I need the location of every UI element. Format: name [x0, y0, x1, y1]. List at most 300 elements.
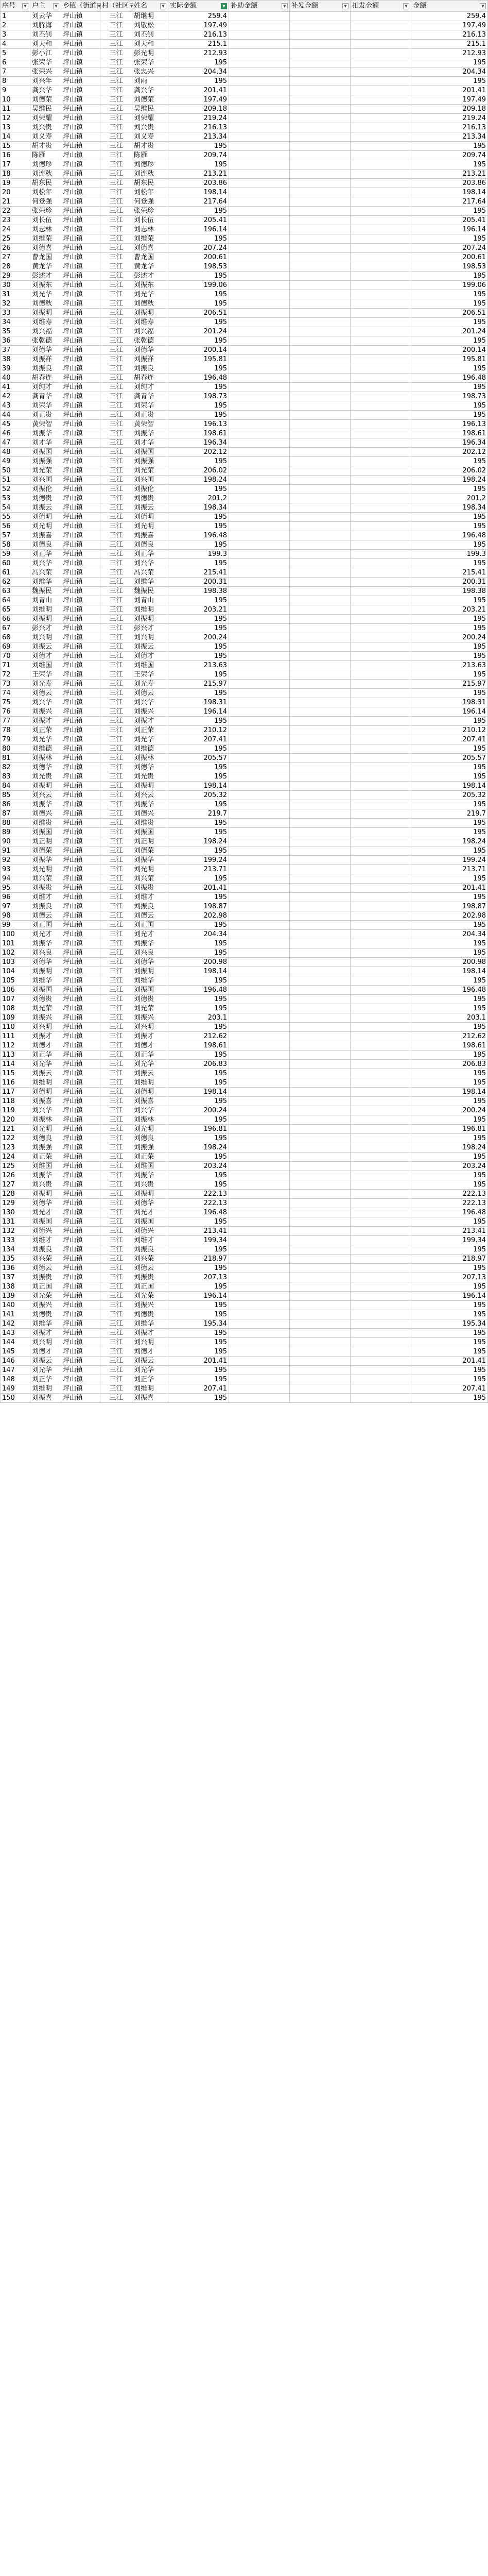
table-cell[interactable]: 坪山镇	[61, 707, 100, 717]
table-cell[interactable]: 刘兴华	[30, 559, 61, 568]
table-cell[interactable]	[229, 763, 290, 772]
table-cell[interactable]: 213.21	[411, 170, 488, 179]
table-cell[interactable]	[290, 1384, 351, 1394]
table-cell[interactable]: 彭兴才	[132, 624, 168, 633]
table-cell[interactable]: 195	[411, 874, 488, 884]
table-cell[interactable]: 200.24	[168, 1106, 229, 1115]
table-cell[interactable]: 刘志林	[132, 225, 168, 234]
table-cell[interactable]: 199.3	[411, 550, 488, 559]
table-cell[interactable]: 刘振良	[30, 902, 61, 911]
table-cell[interactable]: 196.48	[411, 986, 488, 995]
table-cell[interactable]	[290, 1153, 351, 1162]
table-cell[interactable]	[351, 717, 411, 726]
table-cell[interactable]: 105	[1, 976, 30, 986]
table-cell[interactable]: 刘德华	[30, 1199, 61, 1208]
table-cell[interactable]: 39	[1, 364, 30, 374]
table-cell[interactable]: 212.62	[411, 1032, 488, 1041]
table-cell[interactable]	[351, 1060, 411, 1069]
table-cell[interactable]: 三江	[100, 1375, 132, 1384]
table-cell[interactable]: 219.24	[168, 114, 229, 123]
table-cell[interactable]: 刘德荣	[30, 95, 61, 105]
table-cell[interactable]	[290, 1013, 351, 1023]
table-cell[interactable]	[229, 1078, 290, 1088]
table-cell[interactable]: 刘振东	[132, 281, 168, 290]
table-cell[interactable]: 坪山镇	[61, 299, 100, 309]
table-cell[interactable]: 47	[1, 438, 30, 448]
table-cell[interactable]: 坪山镇	[61, 1106, 100, 1115]
table-cell[interactable]	[351, 364, 411, 374]
table-cell[interactable]: 坪山镇	[61, 670, 100, 680]
table-cell[interactable]: 坪山镇	[61, 893, 100, 902]
table-cell[interactable]: 122	[1, 1134, 30, 1143]
table-cell[interactable]: 三江	[100, 207, 132, 216]
table-cell[interactable]: 刘振贵	[30, 1273, 61, 1282]
table-cell[interactable]: 195	[168, 234, 229, 244]
table-cell[interactable]: 刘兴明	[30, 1023, 61, 1032]
table-cell[interactable]: 刘维明	[132, 1384, 168, 1394]
table-cell[interactable]: 刘德才	[30, 652, 61, 661]
table-cell[interactable]: 28	[1, 262, 30, 272]
table-cell[interactable]	[351, 40, 411, 49]
table-cell[interactable]: 三江	[100, 1236, 132, 1245]
table-cell[interactable]: 195	[411, 1115, 488, 1125]
table-cell[interactable]	[229, 132, 290, 142]
table-cell[interactable]	[351, 1301, 411, 1310]
table-cell[interactable]	[229, 809, 290, 819]
table-cell[interactable]: 197.49	[411, 21, 488, 30]
table-cell[interactable]: 刘维德	[30, 744, 61, 754]
table-cell[interactable]: 195	[411, 1394, 488, 1403]
table-cell[interactable]	[351, 299, 411, 309]
table-cell[interactable]: 三江	[100, 21, 132, 30]
table-cell[interactable]: 刘兴贵	[30, 1180, 61, 1190]
table-cell[interactable]: 三江	[100, 1384, 132, 1394]
table-cell[interactable]	[351, 12, 411, 21]
table-cell[interactable]	[290, 485, 351, 494]
table-cell[interactable]	[351, 1078, 411, 1088]
table-cell[interactable]: 31	[1, 290, 30, 299]
table-cell[interactable]	[290, 995, 351, 1004]
table-cell[interactable]	[229, 939, 290, 948]
table-cell[interactable]: 215.1	[411, 40, 488, 49]
table-cell[interactable]: 195	[168, 1329, 229, 1338]
table-cell[interactable]: 刘振良	[30, 364, 61, 374]
table-cell[interactable]: 坪山镇	[61, 1143, 100, 1153]
table-cell[interactable]: 坪山镇	[61, 1078, 100, 1088]
table-cell[interactable]: 坪山镇	[61, 49, 100, 58]
table-cell[interactable]: 坪山镇	[61, 1255, 100, 1264]
table-cell[interactable]	[351, 1088, 411, 1097]
table-cell[interactable]: 32	[1, 299, 30, 309]
table-cell[interactable]: 刘维华	[30, 578, 61, 587]
table-cell[interactable]	[290, 513, 351, 522]
table-cell[interactable]: 刘振贵	[132, 884, 168, 893]
table-cell[interactable]: 198.53	[168, 262, 229, 272]
table-cell[interactable]: 9	[1, 86, 30, 95]
table-cell[interactable]	[229, 1375, 290, 1384]
table-cell[interactable]: 222.13	[168, 1190, 229, 1199]
table-cell[interactable]: 212.93	[411, 49, 488, 58]
table-cell[interactable]: 11	[1, 105, 30, 114]
table-cell[interactable]	[229, 420, 290, 429]
table-cell[interactable]: 三江	[100, 142, 132, 151]
table-cell[interactable]: 刘德华	[30, 763, 61, 772]
column-header[interactable]	[290, 1, 351, 12]
table-cell[interactable]	[290, 846, 351, 856]
table-cell[interactable]: 19	[1, 179, 30, 188]
table-cell[interactable]: 201.41	[411, 86, 488, 95]
table-cell[interactable]: 坪山镇	[61, 448, 100, 457]
table-cell[interactable]: 206.02	[168, 466, 229, 476]
table-cell[interactable]: 三江	[100, 1227, 132, 1236]
table-cell[interactable]: 坪山镇	[61, 1347, 100, 1357]
table-cell[interactable]	[290, 1171, 351, 1180]
table-cell[interactable]	[229, 744, 290, 754]
table-cell[interactable]: 刘青山	[132, 596, 168, 605]
table-cell[interactable]: 坪山镇	[61, 726, 100, 735]
table-cell[interactable]: 三江	[100, 160, 132, 170]
table-cell[interactable]: 刘光才	[30, 1208, 61, 1217]
table-cell[interactable]: 195	[411, 272, 488, 281]
table-cell[interactable]	[229, 921, 290, 930]
table-cell[interactable]: 196.48	[168, 986, 229, 995]
table-cell[interactable]: 198.61	[411, 1041, 488, 1050]
table-cell[interactable]: 三江	[100, 272, 132, 281]
table-cell[interactable]	[351, 216, 411, 225]
table-cell[interactable]: 刘振明	[30, 1190, 61, 1199]
table-cell[interactable]	[229, 244, 290, 253]
table-cell[interactable]: 195	[168, 272, 229, 281]
table-cell[interactable]: 195	[411, 921, 488, 930]
table-cell[interactable]: 坪山镇	[61, 661, 100, 670]
table-cell[interactable]: 刘正荣	[30, 726, 61, 735]
table-cell[interactable]: 219.7	[411, 809, 488, 819]
table-cell[interactable]: 刘德华	[132, 958, 168, 967]
table-cell[interactable]	[229, 466, 290, 476]
table-cell[interactable]: 三江	[100, 837, 132, 846]
table-cell[interactable]: 195	[168, 513, 229, 522]
table-cell[interactable]: 坪山镇	[61, 392, 100, 401]
table-cell[interactable]	[351, 837, 411, 846]
table-cell[interactable]: 坪山镇	[61, 633, 100, 642]
table-cell[interactable]: 200.24	[411, 1106, 488, 1115]
table-cell[interactable]: 刘德才	[30, 1347, 61, 1357]
table-cell[interactable]: 刘振喜	[132, 1097, 168, 1106]
table-cell[interactable]: 黄龙华	[132, 262, 168, 272]
table-cell[interactable]	[229, 411, 290, 420]
table-cell[interactable]: 86	[1, 800, 30, 809]
table-cell[interactable]	[229, 670, 290, 680]
table-cell[interactable]: 203.21	[168, 605, 229, 615]
table-cell[interactable]: 196.48	[168, 531, 229, 540]
table-cell[interactable]: 坪山镇	[61, 114, 100, 123]
table-cell[interactable]: 195	[168, 383, 229, 392]
table-cell[interactable]	[290, 661, 351, 670]
table-cell[interactable]	[351, 1041, 411, 1050]
table-cell[interactable]: 黄龙华	[30, 262, 61, 272]
table-cell[interactable]: 刘德喜	[30, 244, 61, 253]
table-cell[interactable]: 龚兴华	[30, 86, 61, 95]
table-cell[interactable]: 148	[1, 1375, 30, 1384]
table-cell[interactable]	[290, 1180, 351, 1190]
table-cell[interactable]	[351, 1115, 411, 1125]
table-cell[interactable]	[229, 661, 290, 670]
table-cell[interactable]: 刘荣耀	[30, 114, 61, 123]
table-cell[interactable]: 三江	[100, 448, 132, 457]
table-cell[interactable]	[351, 383, 411, 392]
table-cell[interactable]	[229, 188, 290, 197]
table-cell[interactable]: 三江	[100, 596, 132, 605]
table-cell[interactable]: 25	[1, 234, 30, 244]
table-cell[interactable]: 刘德喜	[132, 244, 168, 253]
table-cell[interactable]: 128	[1, 1190, 30, 1199]
table-cell[interactable]: 195	[168, 485, 229, 494]
table-cell[interactable]: 刘维德	[132, 744, 168, 754]
table-cell[interactable]	[351, 1245, 411, 1255]
table-cell[interactable]: 107	[1, 995, 30, 1004]
table-cell[interactable]	[290, 772, 351, 782]
table-cell[interactable]: 206.51	[168, 309, 229, 318]
table-cell[interactable]	[290, 411, 351, 420]
table-cell[interactable]	[351, 392, 411, 401]
table-cell[interactable]: 203.86	[168, 179, 229, 188]
table-cell[interactable]: 三江	[100, 327, 132, 336]
table-cell[interactable]: 200.14	[168, 346, 229, 355]
table-cell[interactable]: 三江	[100, 624, 132, 633]
table-cell[interactable]: 195	[411, 652, 488, 661]
table-cell[interactable]: 刘德秋	[132, 299, 168, 309]
table-cell[interactable]	[351, 670, 411, 680]
table-cell[interactable]	[351, 698, 411, 707]
table-cell[interactable]: 三江	[100, 364, 132, 374]
table-cell[interactable]: 195	[411, 1301, 488, 1310]
table-cell[interactable]: 刘振云	[30, 503, 61, 513]
table-cell[interactable]	[229, 1394, 290, 1403]
table-cell[interactable]	[290, 689, 351, 698]
table-cell[interactable]: 刘德明	[30, 1088, 61, 1097]
table-cell[interactable]	[290, 1394, 351, 1403]
table-cell[interactable]: 坪山镇	[61, 457, 100, 466]
table-cell[interactable]: 195	[168, 401, 229, 411]
table-cell[interactable]	[351, 513, 411, 522]
table-cell[interactable]	[229, 336, 290, 346]
table-cell[interactable]	[290, 828, 351, 837]
table-cell[interactable]: 坪山镇	[61, 207, 100, 216]
table-cell[interactable]: 195	[168, 1134, 229, 1143]
table-cell[interactable]	[290, 967, 351, 976]
table-cell[interactable]: 刘振明	[132, 1190, 168, 1199]
table-cell[interactable]: 陈雁	[30, 151, 61, 160]
table-cell[interactable]: 219.24	[411, 114, 488, 123]
table-cell[interactable]: 坪山镇	[61, 559, 100, 568]
table-cell[interactable]: 58	[1, 540, 30, 550]
table-cell[interactable]: 207.41	[168, 735, 229, 744]
table-cell[interactable]	[290, 160, 351, 170]
table-cell[interactable]: 刘兴华	[30, 1106, 61, 1115]
table-cell[interactable]: 刘振云	[132, 642, 168, 652]
table-cell[interactable]: 刘光明	[30, 865, 61, 874]
table-cell[interactable]	[229, 578, 290, 587]
table-cell[interactable]	[351, 429, 411, 438]
table-cell[interactable]: 24	[1, 225, 30, 234]
table-cell[interactable]: 何登强	[30, 197, 61, 207]
table-cell[interactable]: 195.81	[411, 355, 488, 364]
table-cell[interactable]: 201.41	[168, 884, 229, 893]
table-cell[interactable]: 72	[1, 670, 30, 680]
table-cell[interactable]: 坪山镇	[61, 1338, 100, 1347]
table-cell[interactable]: 刘维才	[30, 1236, 61, 1245]
table-cell[interactable]: 刘德良	[30, 1134, 61, 1143]
table-cell[interactable]: 195	[411, 1097, 488, 1106]
table-cell[interactable]: 68	[1, 633, 30, 642]
table-cell[interactable]: 199.24	[411, 856, 488, 865]
table-cell[interactable]: 坪山镇	[61, 1329, 100, 1338]
table-cell[interactable]: 三江	[100, 1153, 132, 1162]
table-cell[interactable]: 刘振才	[132, 1032, 168, 1041]
table-cell[interactable]	[351, 374, 411, 383]
table-cell[interactable]: 刘维华	[132, 578, 168, 587]
table-cell[interactable]: 91	[1, 846, 30, 856]
table-cell[interactable]: 195	[411, 939, 488, 948]
table-cell[interactable]: 195	[411, 1078, 488, 1088]
table-cell[interactable]: 34	[1, 318, 30, 327]
table-cell[interactable]	[290, 188, 351, 197]
table-cell[interactable]	[290, 726, 351, 735]
table-cell[interactable]: 57	[1, 531, 30, 540]
table-cell[interactable]: 195	[411, 1217, 488, 1227]
table-cell[interactable]	[290, 744, 351, 754]
table-cell[interactable]: 坪山镇	[61, 680, 100, 689]
table-cell[interactable]	[351, 587, 411, 596]
table-cell[interactable]	[290, 1292, 351, 1301]
table-cell[interactable]	[229, 1329, 290, 1338]
table-cell[interactable]	[229, 374, 290, 383]
table-cell[interactable]	[290, 615, 351, 624]
table-cell[interactable]: 坪山镇	[61, 244, 100, 253]
table-cell[interactable]: 坪山镇	[61, 874, 100, 884]
table-cell[interactable]: 66	[1, 615, 30, 624]
table-cell[interactable]: 29	[1, 272, 30, 281]
table-cell[interactable]: 坪山镇	[61, 856, 100, 865]
table-cell[interactable]	[229, 819, 290, 828]
table-cell[interactable]: 坪山镇	[61, 1273, 100, 1282]
table-cell[interactable]: 刘维贵	[30, 819, 61, 828]
table-cell[interactable]: 41	[1, 383, 30, 392]
table-cell[interactable]: 198.24	[168, 1143, 229, 1153]
table-cell[interactable]	[229, 95, 290, 105]
table-cell[interactable]: 206.83	[168, 1060, 229, 1069]
table-cell[interactable]	[229, 772, 290, 782]
table-cell[interactable]: 刘德才	[30, 1041, 61, 1050]
table-cell[interactable]: 198.14	[411, 967, 488, 976]
table-cell[interactable]: 196.34	[411, 438, 488, 448]
table-cell[interactable]: 33	[1, 309, 30, 318]
table-cell[interactable]: 201.41	[411, 884, 488, 893]
table-cell[interactable]	[290, 531, 351, 540]
table-cell[interactable]: 坪山镇	[61, 513, 100, 522]
table-cell[interactable]: 刘兴荣	[30, 1255, 61, 1264]
table-cell[interactable]: 三江	[100, 123, 132, 132]
table-cell[interactable]	[229, 1171, 290, 1180]
table-cell[interactable]: 刘振云	[132, 1357, 168, 1366]
table-cell[interactable]: 215.41	[168, 568, 229, 578]
table-cell[interactable]: 195	[411, 596, 488, 605]
table-cell[interactable]: 三江	[100, 633, 132, 642]
table-cell[interactable]: 196.48	[411, 531, 488, 540]
table-cell[interactable]: 坪山镇	[61, 958, 100, 967]
table-cell[interactable]	[290, 1050, 351, 1060]
table-cell[interactable]	[290, 197, 351, 207]
table-cell[interactable]	[229, 1106, 290, 1115]
table-cell[interactable]	[351, 596, 411, 605]
table-cell[interactable]	[229, 1088, 290, 1097]
table-cell[interactable]: 坪山镇	[61, 86, 100, 95]
table-cell[interactable]	[229, 262, 290, 272]
table-cell[interactable]: 195	[168, 457, 229, 466]
table-cell[interactable]: 209.18	[168, 105, 229, 114]
table-cell[interactable]: 三江	[100, 559, 132, 568]
table-cell[interactable]: 坪山镇	[61, 642, 100, 652]
table-cell[interactable]: 坪山镇	[61, 1208, 100, 1217]
table-cell[interactable]: 刘兴明	[132, 633, 168, 642]
filter-dropdown-icon[interactable]: ▼	[130, 4, 133, 8]
table-cell[interactable]: 202.98	[168, 911, 229, 921]
table-cell[interactable]: 222.13	[411, 1199, 488, 1208]
table-cell[interactable]: 刘兴良	[132, 948, 168, 958]
table-cell[interactable]: 吴维民	[132, 105, 168, 114]
table-cell[interactable]: 刘振兴	[30, 707, 61, 717]
table-cell[interactable]	[351, 809, 411, 819]
filter-dropdown-icon[interactable]: ▼	[342, 3, 348, 9]
table-cell[interactable]: 坪山镇	[61, 1375, 100, 1384]
table-cell[interactable]: 刘振林	[30, 1115, 61, 1125]
table-cell[interactable]: 刘振林	[30, 754, 61, 763]
table-cell[interactable]	[229, 1366, 290, 1375]
table-cell[interactable]: 96	[1, 893, 30, 902]
table-cell[interactable]	[351, 327, 411, 336]
table-cell[interactable]: 刘德荣	[30, 846, 61, 856]
table-cell[interactable]: 99	[1, 921, 30, 930]
table-cell[interactable]	[290, 939, 351, 948]
table-cell[interactable]: 116	[1, 1078, 30, 1088]
table-cell[interactable]: 刘振华	[30, 429, 61, 438]
table-cell[interactable]: 刘振华	[30, 856, 61, 865]
table-cell[interactable]	[229, 856, 290, 865]
table-cell[interactable]: 刘光才	[132, 930, 168, 939]
table-cell[interactable]: 195	[411, 670, 488, 680]
table-cell[interactable]: 92	[1, 856, 30, 865]
table-cell[interactable]: 刘兴贵	[132, 1180, 168, 1190]
table-cell[interactable]	[351, 336, 411, 346]
table-cell[interactable]	[229, 355, 290, 364]
table-cell[interactable]	[290, 522, 351, 531]
table-cell[interactable]: 刘维寿	[132, 318, 168, 327]
table-cell[interactable]: 刘正贵	[132, 411, 168, 420]
table-cell[interactable]: 刘振强	[132, 457, 168, 466]
table-cell[interactable]: 212.62	[168, 1032, 229, 1041]
table-cell[interactable]: 195	[411, 1004, 488, 1013]
table-cell[interactable]: 三江	[100, 772, 132, 782]
table-cell[interactable]: 刘德秋	[30, 299, 61, 309]
table-cell[interactable]: 刘振强	[132, 1143, 168, 1153]
table-cell[interactable]: 刘雨	[132, 77, 168, 86]
table-cell[interactable]: 刘德兴	[132, 809, 168, 819]
table-cell[interactable]: 刘光华	[132, 735, 168, 744]
table-cell[interactable]: 坪山镇	[61, 735, 100, 744]
table-cell[interactable]	[290, 346, 351, 355]
table-cell[interactable]: 坪山镇	[61, 1245, 100, 1255]
table-cell[interactable]: 坪山镇	[61, 438, 100, 448]
